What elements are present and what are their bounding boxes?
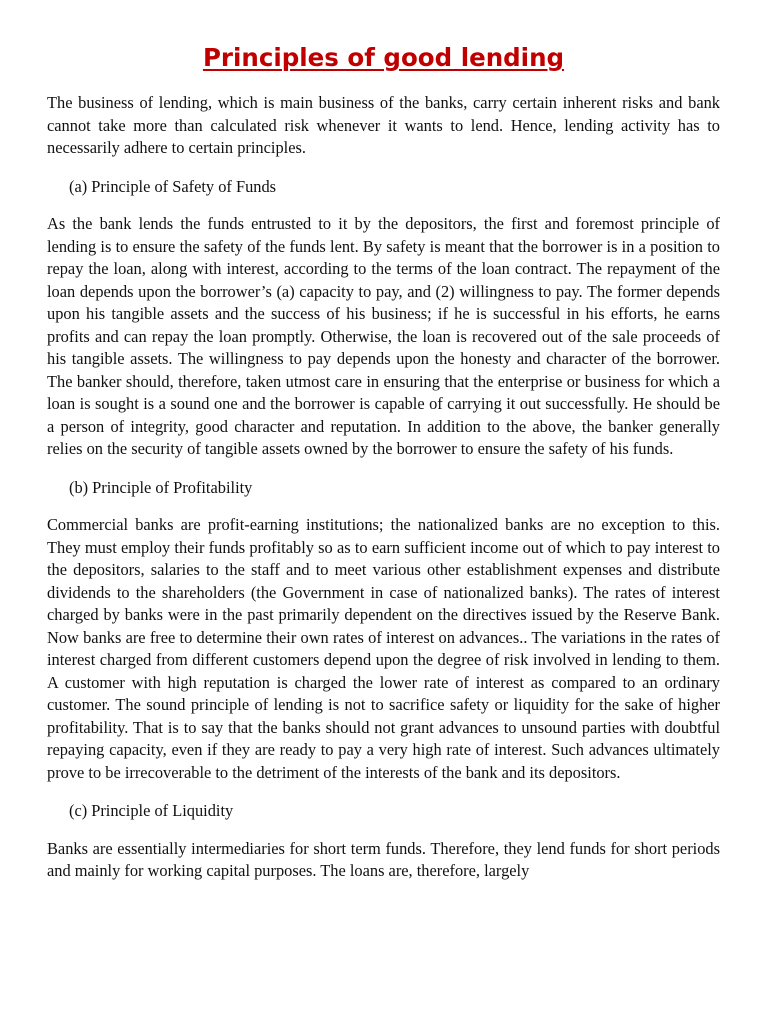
section-heading-safety [47,176,720,199]
section-heading-text: Principle of Liquidity [91,801,234,820]
section-heading-text: Principle of Profitability [92,477,253,497]
section-paragraph-safety: As the bank lends the funds entrusted to it by the depositors, the first and foremost principle of lending is to ensure the safety of the funds lent. By safety is meant that the borrower is in a position to repay the loan, along with interest, according to the terms of the loan contract. The repayment of the loan depends upon the borrower’s (a) capacity to pay, and (2) willingness to pay. The former depends upon his tangible assets and the success of his business; if he is successful in his efforts, he earns profits and can repay the loan promptly. Otherwise, the loan is recovered out of the sale proceeds of his tangible assets. The willingness to pay depends upon the honesty and character of the borrower. The banker should, therefore, taken utmost care in ensuring that the enterprise or business for which a loan is sought is a sound one and the borrower is capable of carrying it out successfully. He should be a person of integrity, good character and reputation. In addition to the above, the banker generally relies on the security of tangible assets owned by the borrower to ensure the safety of his funds. [47,214,720,458]
section-heading-liquidity [47,800,720,823]
section-marker: (c) [69,801,88,820]
section-paragraph-profitability: Commercial banks are profit-earning institutions; the nationalized banks are no exception to this. They must employ their funds profitably so as to earn sufficient income out of which to pay interest to the depositors, salaries to the staff and to meet various other establishment expenses and distribute dividends to the shareholders (the Government in case of nationalized banks). The rates of interest charged by banks were in the past primarily dependent on the directives issued by the Reserve Bank. Now banks are free to determine their own rates of interest on advances.. The variations in the rates of interest charged from different customers depend upon the degree of risk involved in lending to them. A customer with high reputation is charged the lower rate of interest as compared to an ordinary customer. The sound principle of lending is not to sacrifice safety or liquidity for the sake of higher profitability. That is to say that the banks should not grant advances to unsound parties with doubtful repaying capacity, even if they are ready to pay a very high rate of interest. Such advances ultimately prove to be irrecoverable to the detriment of the interests of the bank and its depositors. [47,515,720,782]
intro-paragraph: The business of lending, which is main business of the banks, carry certain inherent risks and bank cannot take more than calculated risk whenever it wants to lend. Hence, lending activity has to necessarily adhere to certain principles. [47,93,720,157]
section-paragraph-liquidity: Banks are essentially intermediaries for short term funds. Therefore, they lend funds for short periods and mainly for working capital purposes. The loans are, therefore, largely [47,838,720,880]
section-marker: (a) [69,176,88,196]
page-title: Principles of good lending [202,43,565,72]
section-marker: (b) [69,477,89,497]
section-heading-text: Principle of Safety of Funds [91,176,277,196]
section-heading-profitability [47,477,720,500]
